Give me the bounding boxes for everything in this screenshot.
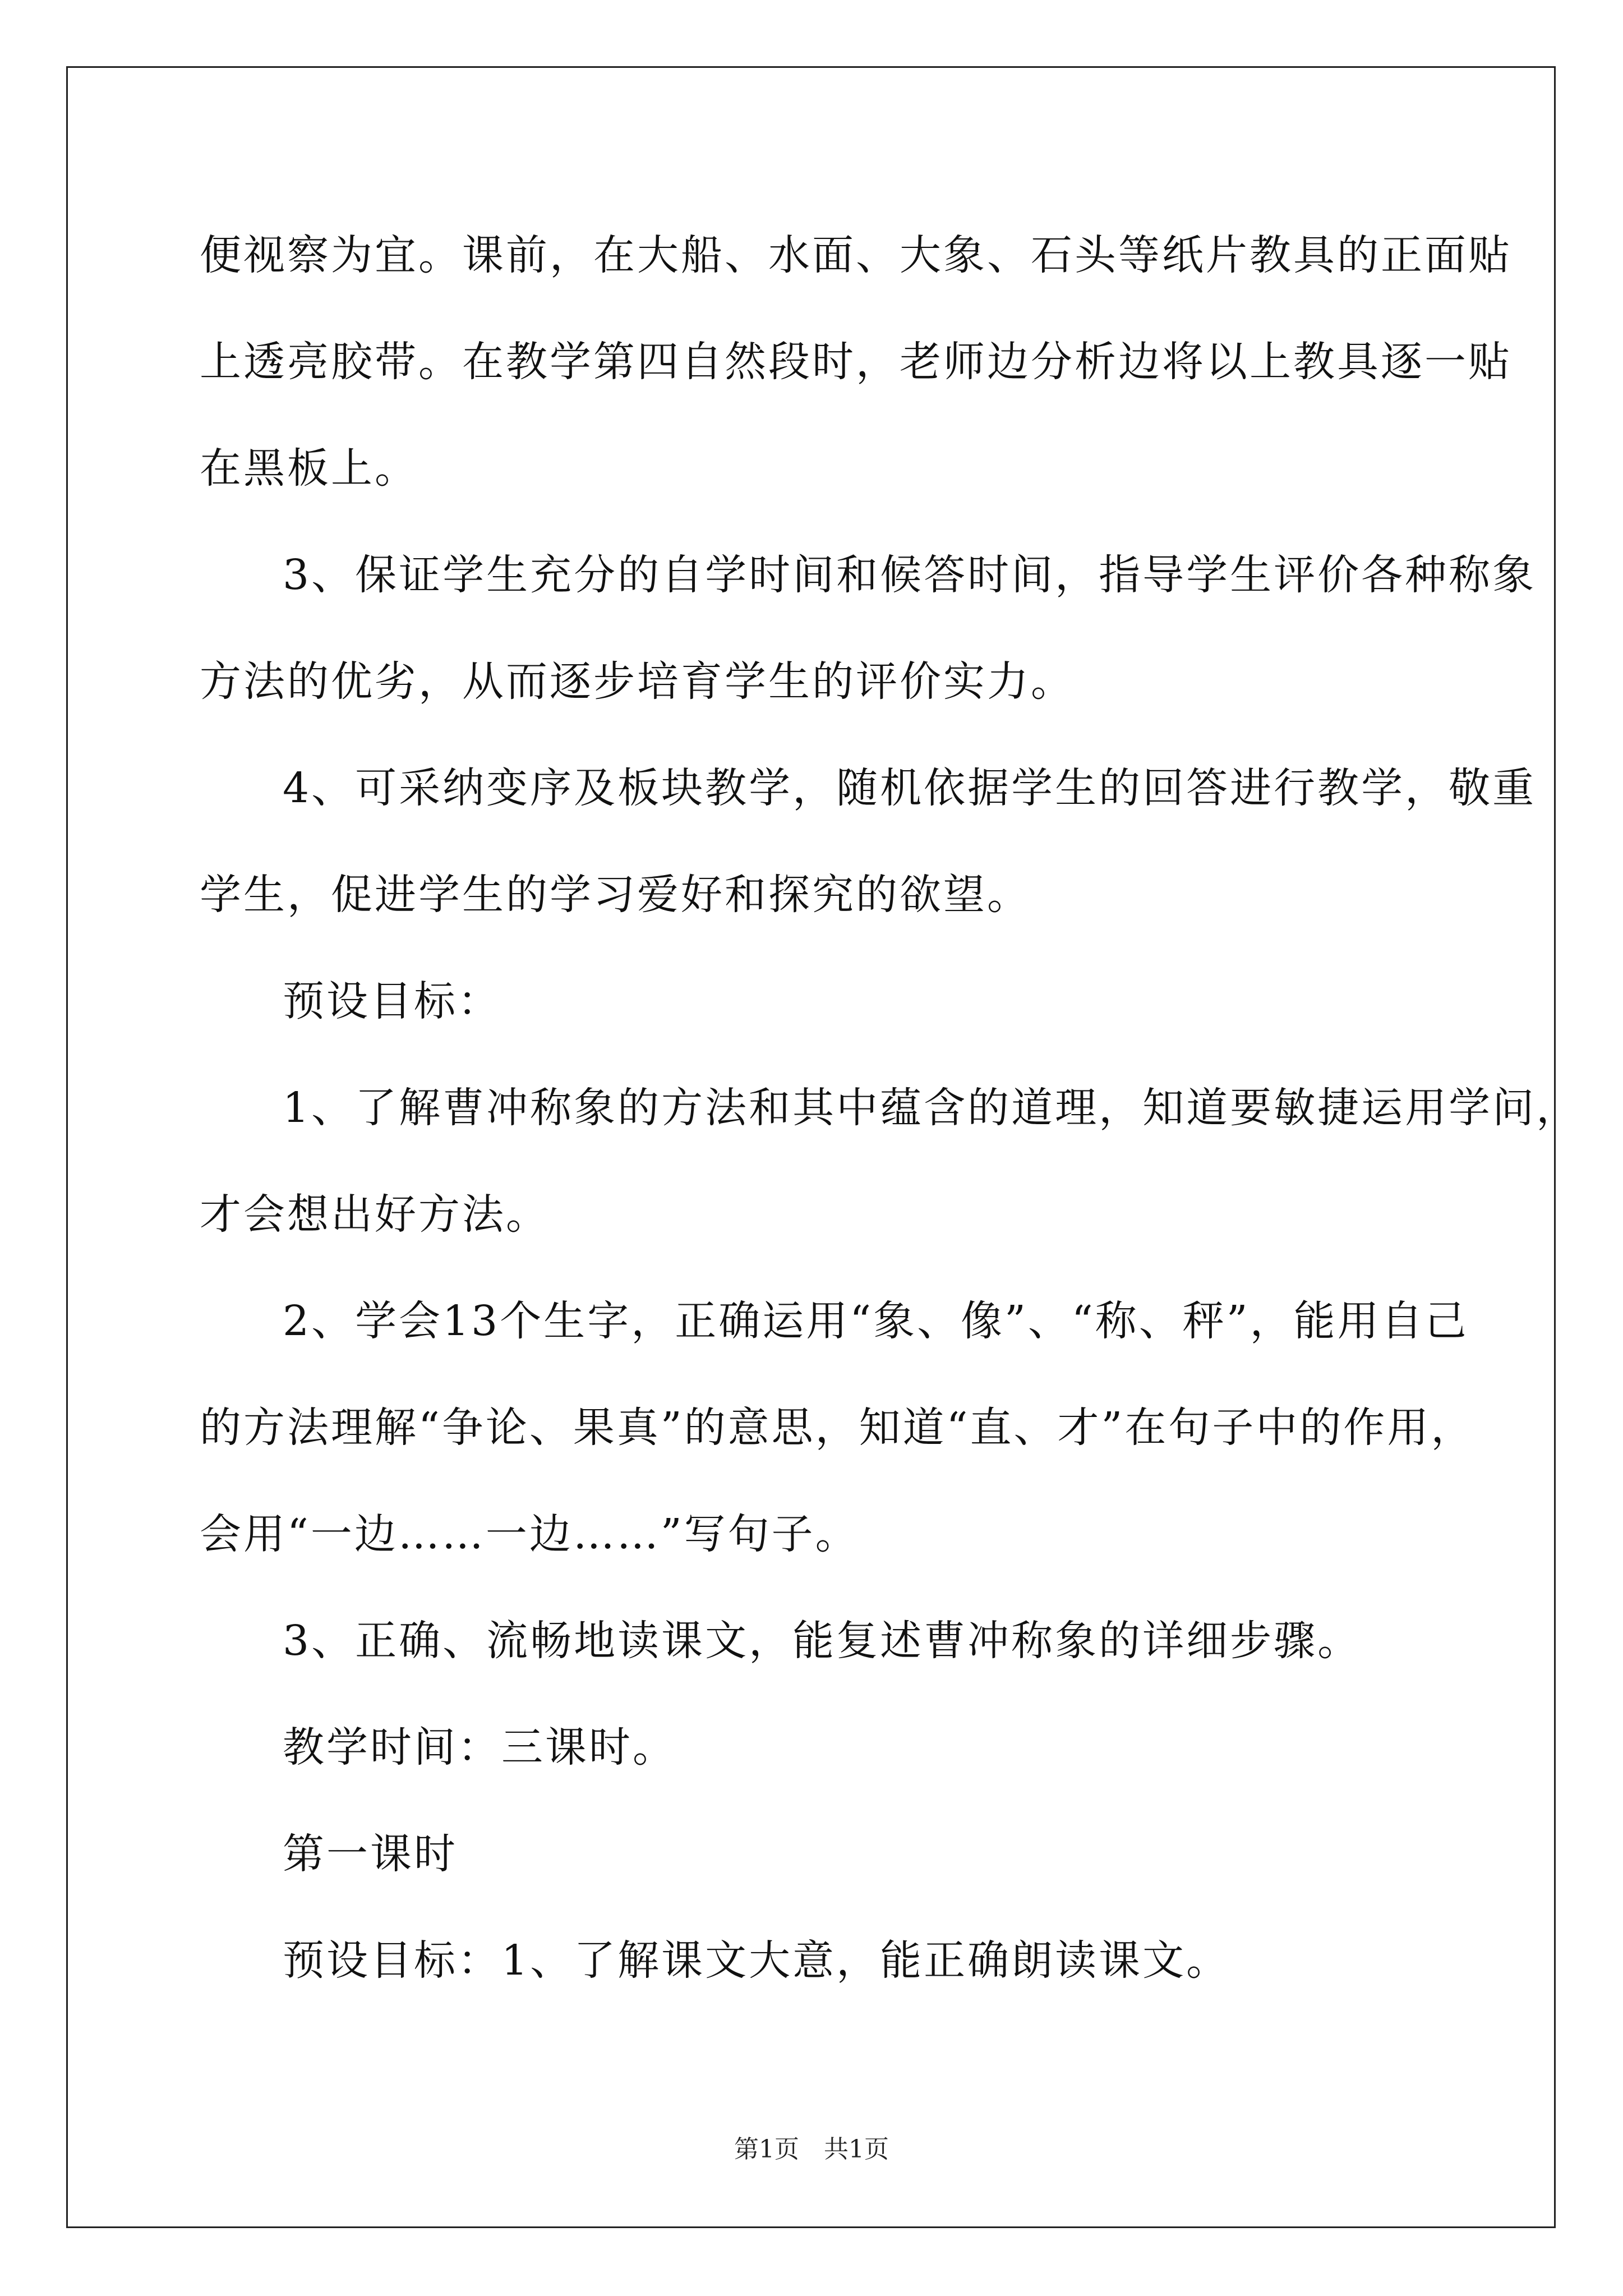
text-line-14: 3、正确、流畅地读课文，能复述曹冲称象的详细步骤。: [283, 1617, 1362, 1665]
text-line-4: 3、保证学生充分的自学时间和候答时间，指导学生评价各种称象: [283, 551, 1537, 599]
text-line-6: 4、可采纳变序及板块教学，随机依据学生的回答进行教学，敬重: [283, 764, 1537, 812]
text-line-13: 会用“一边……一边……”写句子。: [200, 1510, 859, 1558]
text-line-3: 在黑板上。: [200, 444, 418, 493]
text-line-17: 预设目标：1、了解课文大意，能正确朗读课文。: [283, 1936, 1230, 1985]
text-line-16: 第一课时: [283, 1830, 458, 1878]
document-body: [200, 202, 1580, 2014]
text-line-8: 预设目标：: [283, 977, 501, 1025]
text-line-7: 学生，促进学生的学习爱好和探究的欲望。: [200, 871, 1031, 919]
text-line-5: 方法的优劣，从而逐步培育学生的评价实力。: [200, 657, 1075, 706]
text-line-9: 1、了解曹冲称象的方法和其中蕴含的道理，知道要敏捷运用学问，: [283, 1084, 1580, 1132]
text-line-15: 教学时间：三课时。: [283, 1723, 676, 1772]
page-footer: 第1页 共1页: [734, 2135, 889, 2164]
text-line-12: 的方法理解“争论、果真”的意思，知道“直、才”在句子中的作用，: [200, 1404, 1475, 1452]
text-line-10: 才会想出好方法。: [200, 1190, 550, 1239]
text-line-2: 上透亮胶带。在教学第四自然段时，老师边分析边将以上教具逐一贴: [200, 338, 1512, 386]
text-line-11: 2、学会13个生字，正确运用“象、像”、“称、秤”，能用自己: [283, 1297, 1469, 1345]
text-line-1: 便视察为宜。课前，在大船、水面、大象、石头等纸片教具的正面贴: [200, 231, 1512, 279]
